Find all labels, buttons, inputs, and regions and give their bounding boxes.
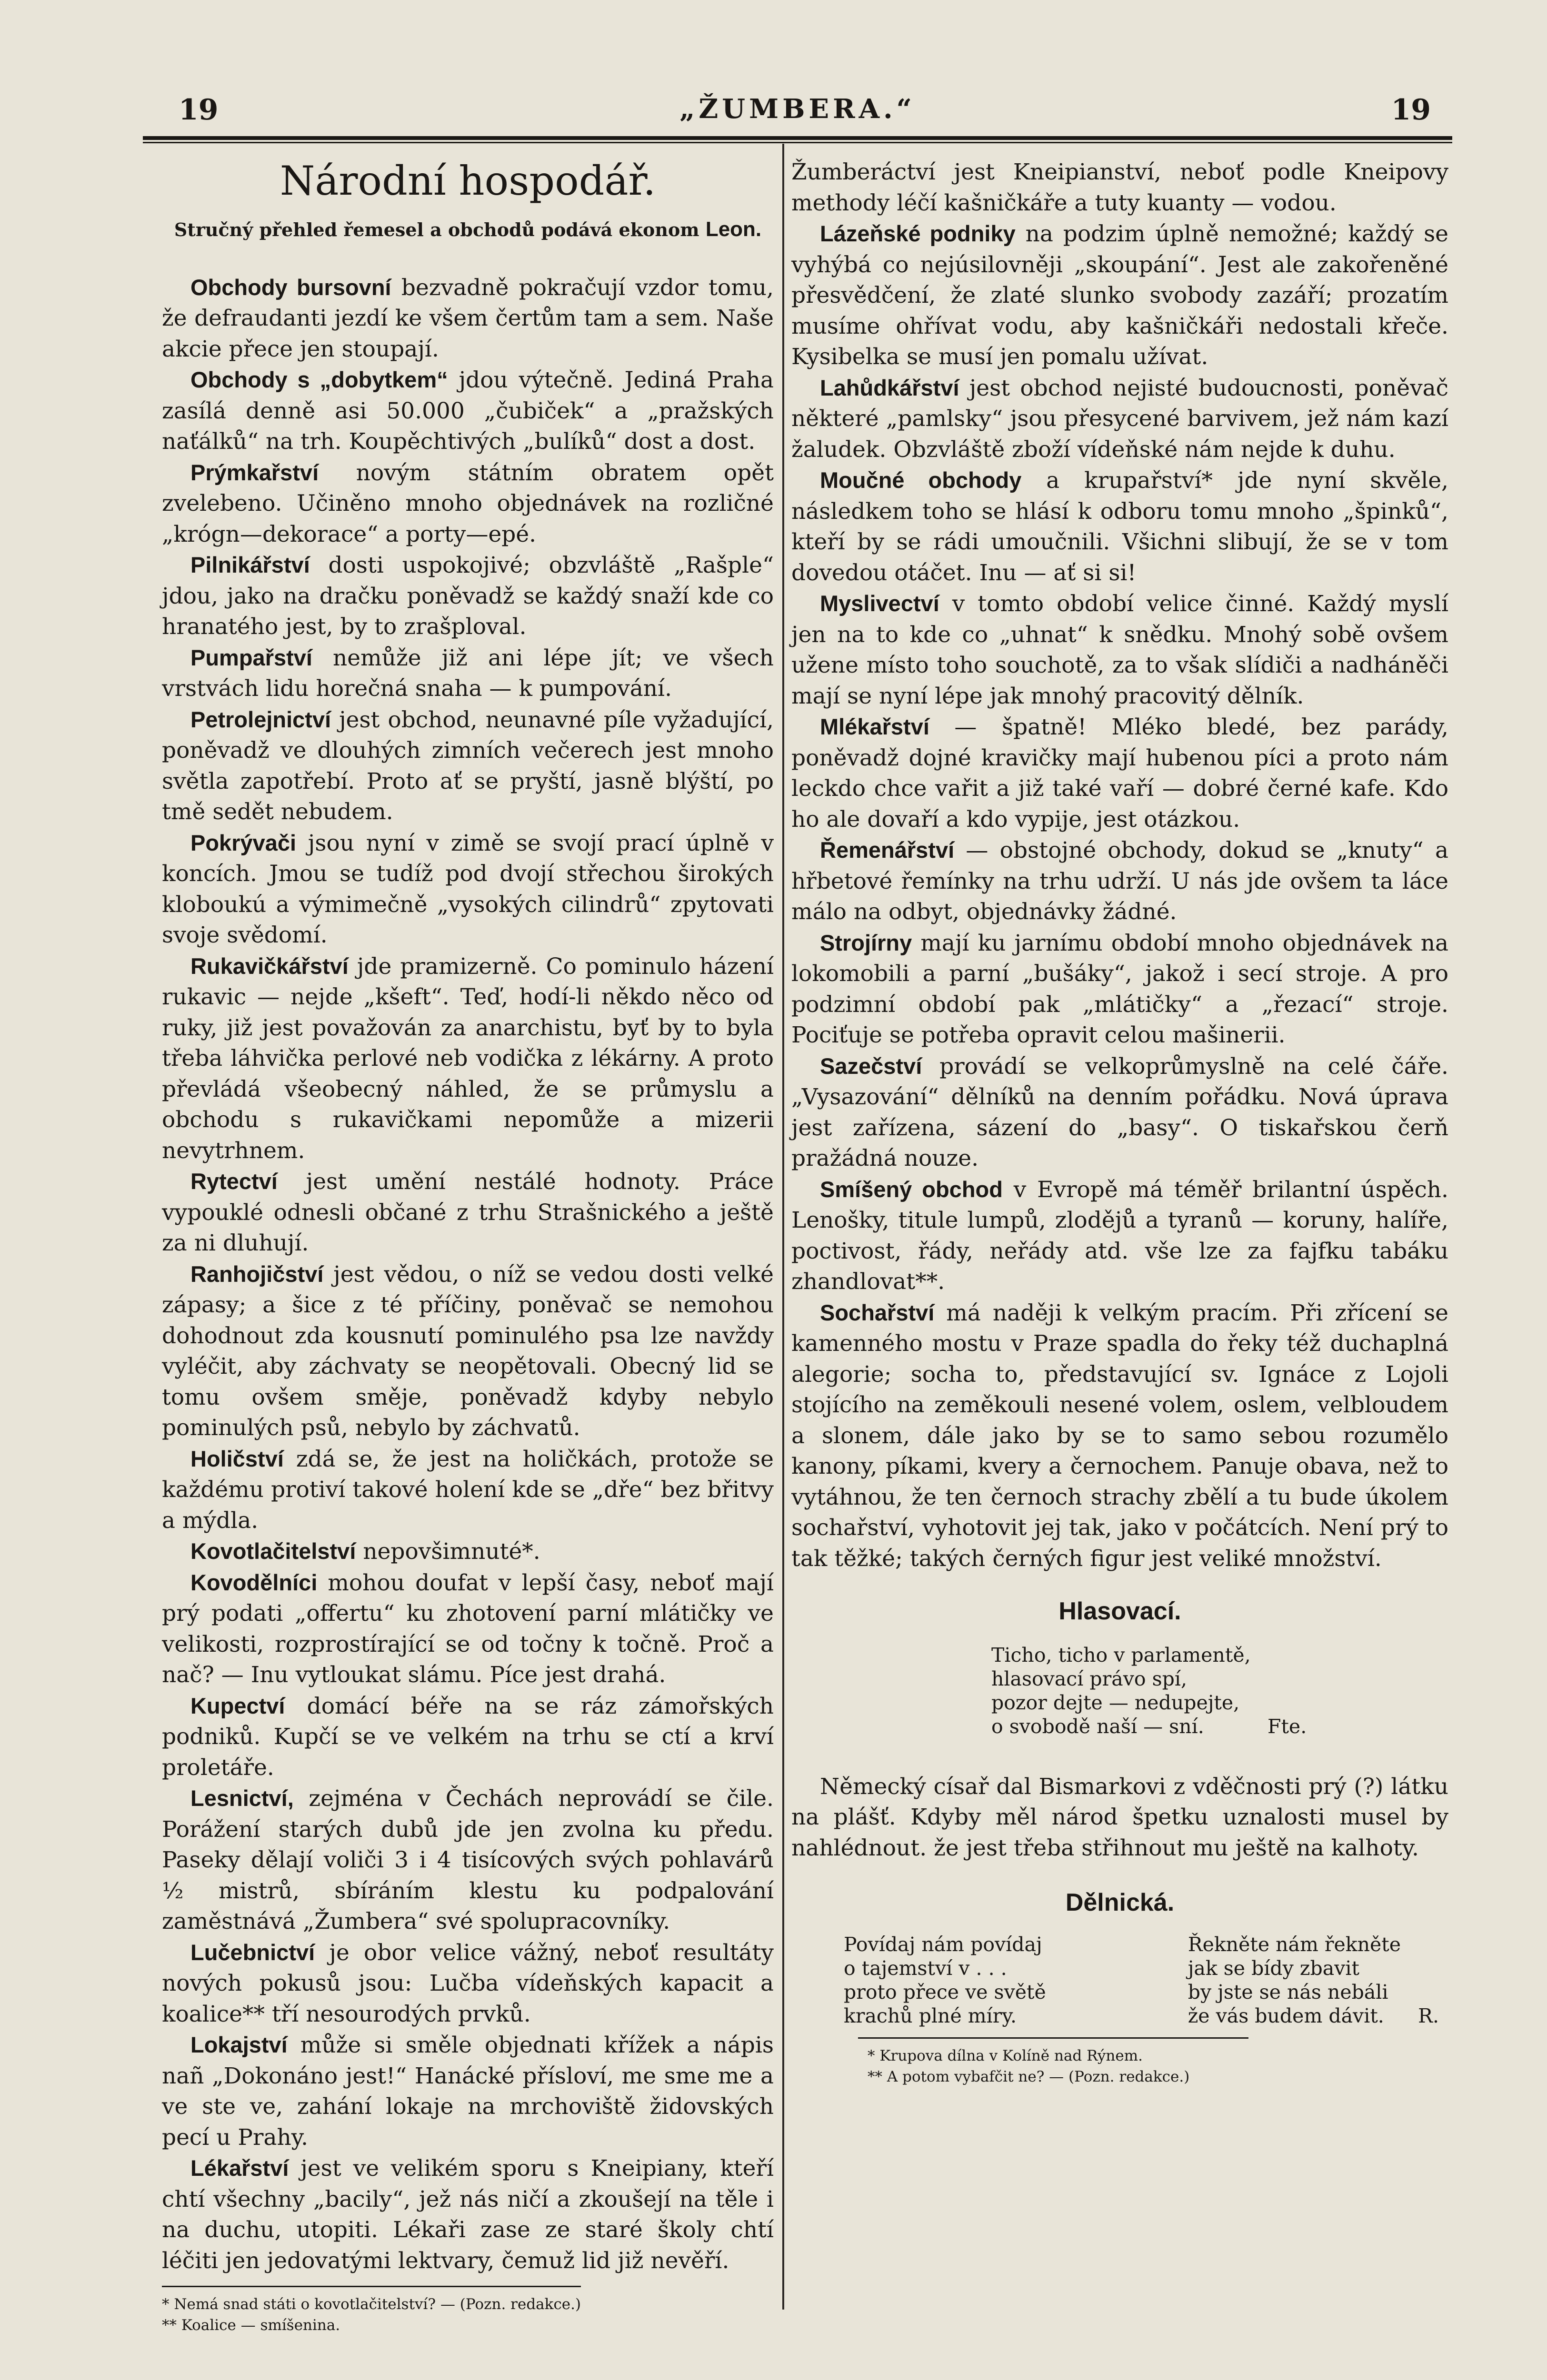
entry-paragraph	[162, 1536, 774, 1567]
entry-paragraph	[162, 1937, 774, 2030]
poem-line: Ticho, ticho v parlamentě,	[991, 1643, 1251, 1666]
entry-keyword: Lesnictví,	[190, 1785, 294, 1811]
header-rule	[143, 136, 1452, 140]
entry-keyword: Rytectví	[190, 1169, 278, 1194]
page-number-right: 19	[1391, 93, 1431, 127]
entry-paragraph	[162, 365, 774, 457]
entry-text: nemůže již ani lépe jít; ve všech vrstvách lidu horečná snaha — k pumpování.	[162, 645, 774, 702]
entry-keyword: Petrolejnictví	[190, 706, 331, 732]
entry-keyword: Obchody s „dobytkem“	[190, 367, 448, 392]
entry-paragraph	[162, 1444, 774, 1537]
entry-paragraph	[791, 465, 1448, 588]
left-column	[162, 157, 774, 2336]
entry-text: jdou výtečně. Jediná Praha zasílá denně asi 50.000 „čubiček“ a „pražských naťálků“ na trh. Koupěchtivých „bulíků“ dost a dost.	[162, 367, 774, 455]
entry-keyword: Kovotlačitelství	[190, 1538, 356, 1564]
entry-text: zdá se, že jest na holičkách, protože se každému protiví takové holení kde se „dře“ bez břitvy a mýdla.	[162, 1446, 774, 1534]
entry-keyword: Obchody bursovní	[190, 274, 391, 300]
entry-paragraph	[162, 457, 774, 550]
poem-line: krachů plné míry.	[844, 2004, 1017, 2027]
poem-line: by jste se nás nebáli	[1188, 1980, 1388, 2003]
poem-delnicka	[791, 1933, 1448, 2028]
entry-text: může si směle objednati křížek a nápis nañ „Dokonáno jest!“ Hanácké přísloví, me sme me a ve ste ve, zahání lokaje na mrchoviště židovských pecí u Prahy.	[162, 2032, 774, 2151]
entry-text: a krupařství* jde nyní skvěle, následkem toho se hlásí k odboru tomu mnoho „špinků“, kteří by se rádi umoučnili. Všichni slibují, že se v tom dovedou otáčet. Inu — ať si si!	[791, 467, 1448, 586]
entry-keyword: Sochařství	[820, 1299, 935, 1325]
page-number-left: 19	[179, 93, 219, 127]
entry-text: — špatně! Mléko bledé, bez parády, poněvadž dojné kravičky mají hubenou píci a proto nám leckdo chce vařit a již také vaří — dobré černé kafe. Kdo ho ale dovaří a kdo vypije, jest otázkou.	[791, 714, 1448, 833]
footnote-rule	[858, 2037, 1248, 2039]
entry-paragraph	[791, 928, 1448, 1051]
entry-keyword: Prýmkařství	[190, 459, 319, 485]
entry-text: je obor velice vážný, neboť resultáty nových pokusů jsou: Lučba vídeňských kapacit a koalice** tří nesourodých prvků.	[162, 1939, 774, 2027]
entry-text: — obstojné obchody, dokud se „knuty“ a hřbetové řemínky na trhu udrží. U nás jde ovšem ta láce málo na odbyt, objednávky žádné.	[791, 837, 1448, 925]
entry-paragraph	[162, 1783, 774, 1937]
entry-paragraph	[162, 1567, 774, 1691]
entry-keyword: Lázeňské podniky	[820, 221, 1016, 246]
entry-text: nepovšimnuté*.	[356, 1538, 540, 1565]
entry-paragraph	[162, 1259, 774, 1444]
entry-text: jest obchod, neunavné píle vyžadující, poněvadž ve dlouhých zimních večerech jest mnoho světla zapotřebí. Proto ať se pryští, jasně blýští, po tmě sedět nebudem.	[162, 706, 774, 825]
poem-signature: R.	[1418, 2004, 1439, 2027]
entry-text: jde pramizerně. Co pominulo házení rukavic — nejde „kšeft“. Teď, hodí-li někdo něco od ruky, již jest považován za anarchistu, byť by to byla třeba láhvička perlové neb vodička z lékárny. A proto převládá všeobecný náhled, že se průmyslu a obchodu s rukavičkami nepomůže a mizerii nevytrhnem.	[162, 953, 774, 1164]
entry-text: mají ku jarnímu období mnoho objednávek na lokomobili a parní „bušáky“, jakož i secí stroje. A pro podzimní období pak „mlátičky“ a „řezací“ stroje. Pociťuje se potřeba opravit celou mašinerii.	[791, 930, 1448, 1048]
entry-keyword: Smíšený obchod	[820, 1176, 1003, 1202]
entry-text: domácí béře na se ráz zámořských podniků. Kupčí se ve velkém na trhu se ctí a krví proletáře.	[162, 1693, 774, 1781]
entry-text: má naději k velkým pracím. Při zřícení se kamenného mostu v Praze spadla do řeky též duchaplná alegorie; socha to, představující sv. Ignáce z Lojoli stojícího na zeměkouli nesené volem, oslem, velbloudem a slonem, dále jako by se to samo sebou rozumělo kanony, píkami, kvery a černochem. Panuje obava, než to vytáhnou, že ten černoch strachy zbělí a tu bude úkolem sochařství, vyhotovit jej tak, jako v počátcích. Není prý to tak těžké; takých černých figur jest veliké množství.	[791, 1299, 1448, 1572]
entry-text: jest vědou, o níž se vedou dosti velké zápasy; a šice z té příčiny, poněvač se nemohou dohodnout zda kousnutí pominulého psa lze navždy vyléčit, aby záchvaty se neopětovali. Obecný lid se tomu ovšem směje, poněvadž kdyby nebylo pominulých psů, nebylo by záchvatů.	[162, 1261, 774, 1441]
poem-line: že vás budem dávit.	[1188, 2004, 1384, 2027]
poem-line: Řekněte nám řekněte	[1188, 1933, 1401, 1956]
poem-heading-delnicka: Dělnická.	[1065, 1889, 1175, 1916]
entry-paragraph	[162, 550, 774, 643]
entry-text: novým státním obratem opět zvelebeno. Učiněno mnoho objednávek na rozličné „krógn—dekorace“ a porty—epé.	[162, 459, 774, 547]
entry-keyword: Ranhojičství	[190, 1261, 324, 1287]
poem-line: proto přece ve světě	[844, 1980, 1046, 2003]
entry-paragraph	[162, 1691, 774, 1784]
entry-text: jest umění nestálé hodnoty. Práce vypouklé odnesli občané z trhu Strašnického a ještě za ni dluhují.	[162, 1169, 774, 1256]
entry-keyword: Mlékařství	[820, 714, 929, 739]
entry-paragraph	[791, 218, 1448, 373]
entry-keyword: Kupectví	[190, 1693, 285, 1718]
entry-keyword: Sazečství	[820, 1053, 922, 1079]
entry-paragraph	[162, 2153, 774, 2276]
entry-paragraph	[791, 1051, 1448, 1174]
entry-paragraph	[162, 272, 774, 365]
entry-paragraph	[162, 643, 774, 704]
author-name: Leon.	[705, 218, 762, 241]
entry-text: mohou doufat v lepší časy, neboť mají prý podati „offertu“ ku zhotovení parní mlátičky ve velikosti, rozprostírající se od točny k točně. Proč a nač? — Inu vytloukat slámu. Píce jest drahá.	[162, 1569, 774, 1688]
entry-keyword: Lučebnictví	[190, 1939, 315, 1965]
poem-hlasovaci	[991, 1643, 1448, 1738]
footnote: ** A potom vybafčit ne? — (Pozn. redakce.)	[868, 2068, 1190, 2085]
entry-keyword: Lahůdkářství	[820, 375, 959, 400]
entry-paragraph	[791, 588, 1448, 712]
entry-text: jest ve velikém sporu s Kneipiany, kteří chtí všechny „bacily“, jež nás ničí a zkoušejí na těle i na duchu, utopiti. Lékaři zase ze staré školy chtí léčiti jen jedovatými lektvary, čemuž lid již nevěří.	[162, 2155, 774, 2274]
entry-keyword: Lokajství	[190, 2032, 288, 2057]
column-divider	[782, 144, 784, 2310]
entry-paragraph	[791, 835, 1448, 928]
entry-text: jest obchod nejisté budoucnosti, poněvač některé „pamlsky“ jsou přesycené barvivem, jež nám kazí žaludek. Obzvláště zboží vídeňské nám nejde k duhu.	[791, 375, 1448, 463]
right-column	[791, 157, 1448, 2087]
entry-paragraph	[162, 828, 774, 951]
entry-paragraph	[791, 1174, 1448, 1298]
entry-text: zejména v Čechách neprovádí se čile. Porážení starých dubů jde jen zvolna ku předu. Paseky dělají voliči 3 i 4 tisícových svých pohlavárů ½ mistrů, sbíráním klestu ku podpalování zaměstnává „Žumbera“ své spolupracovníky.	[162, 1785, 774, 1934]
footnote: ** Koalice — smíšenina.	[162, 2317, 340, 2334]
poem-line: hlasovací právo spí,	[991, 1667, 1188, 1690]
entry-paragraph	[162, 2030, 774, 2153]
poem-line: jak se bídy zbavit	[1188, 1956, 1359, 1980]
entry-keyword: Pilnikářství	[190, 552, 310, 577]
poem-stanza-left	[844, 1933, 1046, 2028]
entry-keyword: Strojírny	[820, 930, 912, 955]
page-header	[145, 93, 1450, 127]
entry-paragraph	[791, 373, 1448, 466]
right-intro: Žumberáctví jest Kneipianství, neboť podle Kneipovy methody léčí kašničkáře a tuty kuanty — vodou.	[791, 159, 1448, 216]
right-entries	[791, 218, 1448, 1574]
entry-paragraph	[162, 951, 774, 1167]
footnote-rule	[162, 2286, 581, 2287]
entry-keyword: Holičství	[190, 1446, 284, 1471]
entry-text: provádí se velkoprůmyslně na celé čáře. „Vysazování“ dělníků na denním pořádku. Nová úprava jest zařízena, sázení do „basy“. O tiskařskou čerň pražádná nouze.	[791, 1053, 1448, 1171]
entry-text: dosti uspokojivé; obzvláště „Rašple“ jdou, jako na dračku poněvadž se každý snaží kde co hranatého jest, by to zrašploval.	[162, 552, 774, 640]
poem-line: o svobodě naší — sní.	[991, 1715, 1204, 1738]
header-rule-thin	[143, 142, 1452, 143]
entry-keyword: Pokrývači	[190, 830, 297, 855]
entry-text: jsou nyní v zimě se svojí prací úplně v koncích. Jmou se tudíž pod dvojí střechou širokých kloboukú a výmimečně „vysokých cilindrů“ zpytovati svoje svědomí.	[162, 830, 774, 948]
footnote: * Krupova dílna v Kolíně nad Rýnem.	[868, 2047, 1143, 2064]
entry-keyword: Myslivectví	[820, 591, 939, 616]
entry-paragraph	[162, 1166, 774, 1259]
article-subtitle	[162, 214, 774, 246]
entry-keyword: Moučné obchody	[820, 467, 1022, 493]
poem-line: Povídaj nám povídaj	[844, 1933, 1042, 1956]
entry-text: v tomto období velice činné. Každý myslí jen na to kde co „uhnat“ k snědku. Mnohý sobě ovšem užene místo toho souchotě, za to však slídiči a nadháněči mají se nyní lépe jak mnohý pracovitý dělník.	[791, 591, 1448, 709]
bismarck-paragraph: Německý císař dal Bismarkovi z vděčnosti prý (?) látku na plášť. Kdyby měl národ špetku uznalosti musel by nahlédnout. že jest třeba střihnout mu ještě na kalhoty.	[791, 1773, 1448, 1861]
entry-text: na podzim úplně nemožné; každý se vyhýbá co nejúsilovněji „skoupání“. Jest ale zakořeněné přesvědčení, že zlaté slunko svobody zazáří; prozatím musíme ohřívat vodu, aby kašničkáři nedostali křeče. Kysibelka se musí jen pomalu užívat.	[791, 221, 1448, 370]
subtitle-text: Stručný přehled řemesel a obchodů podává ekonom	[174, 219, 699, 240]
entry-keyword: Řemenářství	[820, 837, 955, 863]
entry-text: v Evropě má téměř brilantní úspěch. Lenošky, titule lumpů, zlodějů a tyranů — koruny, halíře, poctivost, řády, neřády atd. vše lze za fajfku tabáku zhandlovat**.	[791, 1176, 1448, 1295]
footnote: * Nemá snad státi o kovotlačitelství? — (Pozn. redakce.)	[162, 2296, 581, 2313]
entry-text: bezvadně pokračují vzdor tomu, že defraudanti jezdí ke všem čertům tam a sem. Naše akcie přece jen stoupají.	[162, 274, 774, 362]
entry-keyword: Rukavičkářství	[190, 953, 349, 979]
entry-paragraph	[791, 1298, 1448, 1575]
entry-paragraph	[791, 712, 1448, 835]
entry-keyword: Pumpařství	[190, 645, 312, 670]
article-title: Národní hospodář.	[279, 158, 656, 204]
entry-paragraph	[162, 704, 774, 828]
poem-heading-hlasovaci: Hlasovací.	[1058, 1597, 1181, 1625]
poem-signature: Fte.	[1268, 1715, 1307, 1738]
masthead-title: „ŽUMBERA.“	[679, 93, 916, 125]
entry-keyword: Kovodělníci	[190, 1569, 318, 1595]
entry-keyword: Lékařství	[190, 2155, 289, 2181]
poem-line: pozor dejte — nedupejte,	[991, 1691, 1240, 1714]
poem-stanza-right	[1188, 1933, 1401, 2028]
poem-line: o tajemství v . . .	[844, 1956, 1007, 1980]
left-entries	[162, 272, 774, 2277]
